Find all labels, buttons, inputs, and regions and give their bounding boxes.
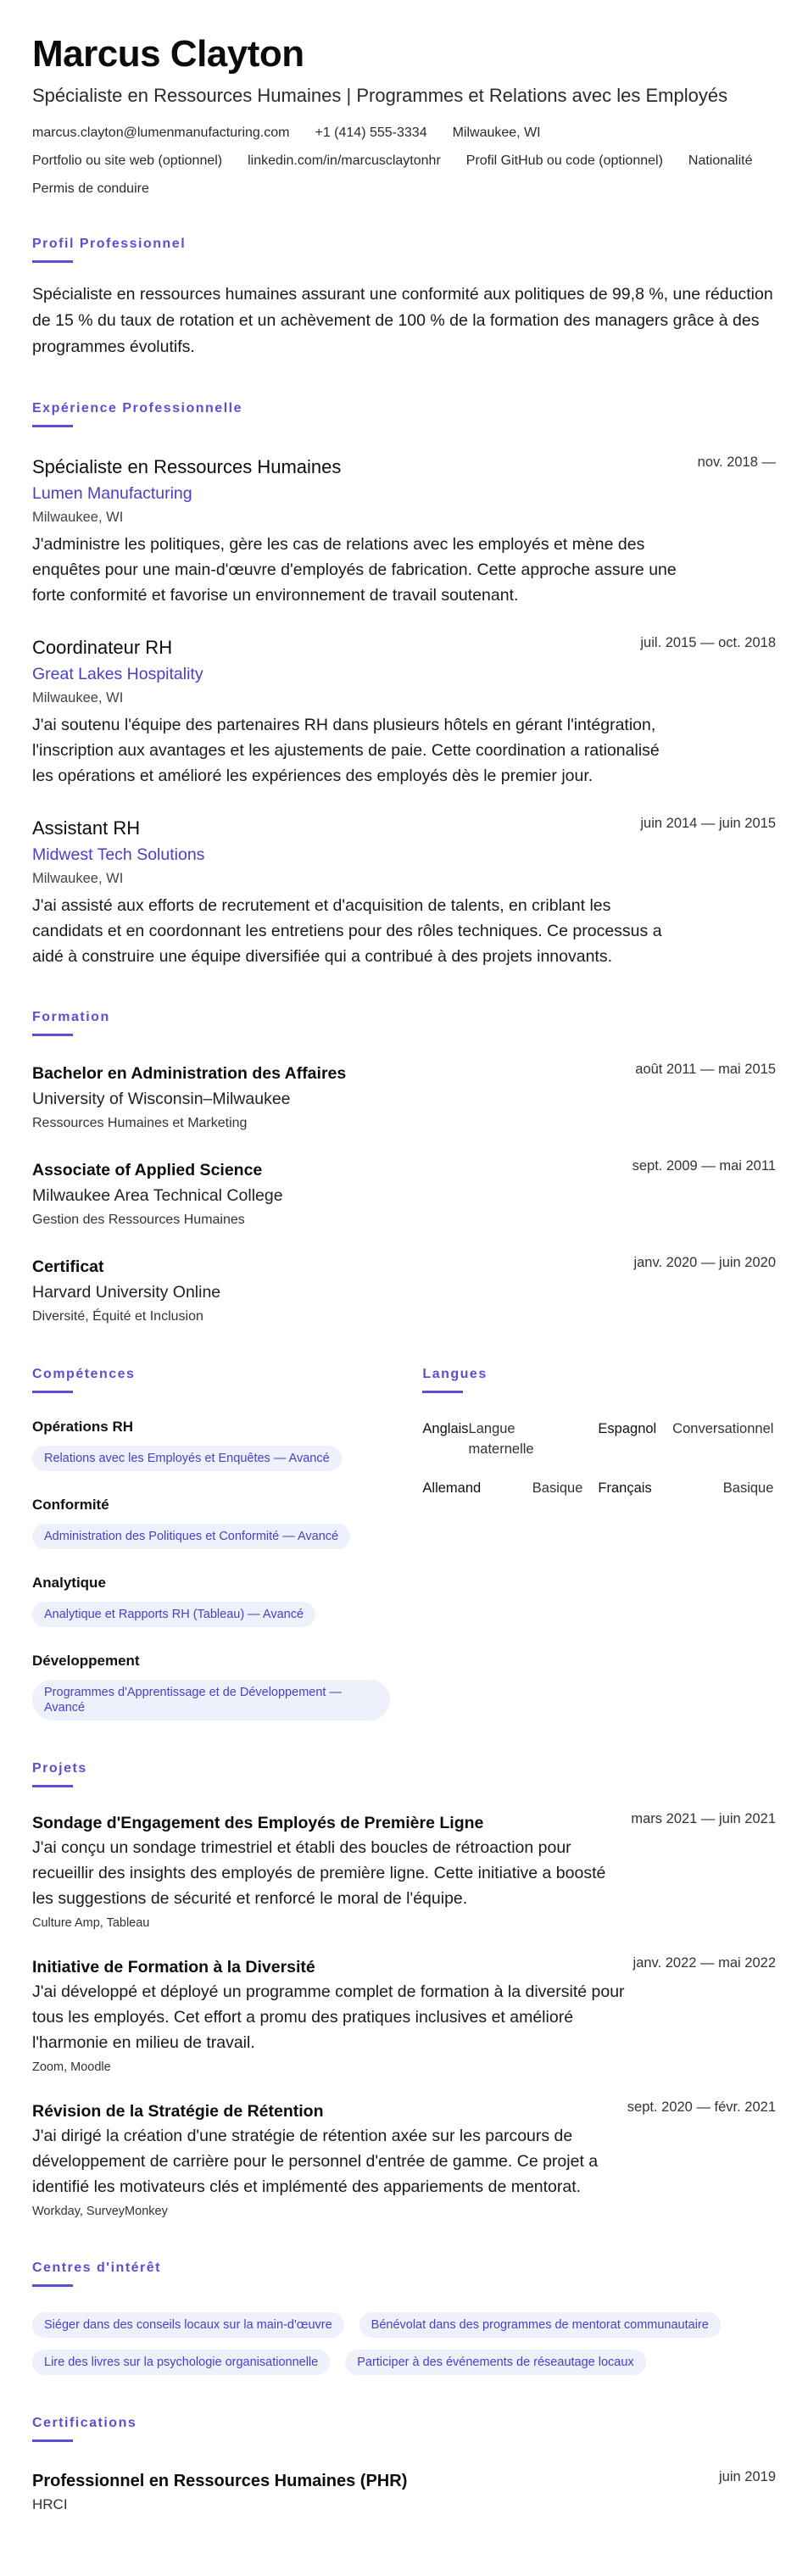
candidate-headline: Spécialiste en Ressources Humaines | Programmes et Relations avec les Employés (32, 85, 728, 106)
education-entry (32, 1158, 776, 1229)
interest-chip: Siéger dans des conseils locaux sur la main-d'œuvre (32, 2312, 344, 2338)
contact-email[interactable]: marcus.clayton@lumenmanufacturing.com (32, 125, 290, 140)
experience-company: Midwest Tech Solutions (32, 845, 205, 864)
experience-entry (32, 635, 776, 789)
section-title: Expérience Professionnelle (32, 401, 242, 415)
section-title: Projets (32, 1761, 87, 1776)
section-title: Profil Professionnel (32, 237, 187, 251)
project-tools: Workday, SurveyMonkey (32, 2205, 168, 2218)
experience-dates: nov. 2018 — (697, 454, 776, 470)
education-dates: août 2011 — mai 2015 (635, 1062, 776, 1077)
education-degree: Certificat (32, 1257, 104, 1276)
experience-location: Milwaukee, WI (32, 871, 124, 886)
contact-nationality: Nationalité (688, 153, 753, 168)
experience-dates: juil. 2015 — oct. 2018 (640, 635, 776, 650)
project-tools: Culture Amp, Tableau (32, 1916, 150, 1930)
project-description: J'ai dirigé la création d'une stratégie de rétention axée sur les parcours de développement de carrière pour le personnel d'entrée de gamme. Ce projet a identifié les motivateurs clés et implémenté des appariements de mentorat. (32, 2127, 599, 2196)
section-title: Compétences (32, 1367, 136, 1381)
section-divider (32, 2284, 73, 2287)
languages-section (422, 1367, 776, 1720)
skill-chip: Programmes d'Apprentissage et de Développement — Avancé (32, 1680, 390, 1720)
project-name: Révision de la Stratégie de Rétention (32, 2102, 324, 2121)
section-divider (32, 425, 73, 427)
project-entry (32, 1811, 776, 1932)
language-item (598, 1478, 773, 1498)
language-item (598, 1419, 773, 1459)
language-name: Anglais (422, 1421, 469, 1436)
skills-section (32, 1367, 422, 1720)
experience-dates: juin 2014 — juin 2015 (640, 816, 776, 831)
section-title: Certifications (32, 2416, 137, 2430)
education-school: Harvard University Online (32, 1283, 221, 1302)
experience-description: J'ai assisté aux efforts de recrutement et d'acquisition de talents, en criblant les candidats et en coordonnant les entretiens pour des rôles techniques. Ce processus a aidé à construire une équipe diversifiée qui a contribué à des projets innovants. (32, 896, 662, 966)
contact-location: Milwaukee, WI (452, 125, 541, 140)
skill-chip: Administration des Politiques et Conformité — Avancé (32, 1524, 350, 1549)
contact-portfolio[interactable]: Portfolio ou site web (optionnel) (32, 153, 223, 168)
education-section (32, 1010, 776, 1326)
project-description: J'ai conçu un sondage trimestriel et établi des boucles de rétroaction pour recueillir des insights des employés de première ligne. Cette initiative a boosté les suggestions de sécurité et renforcé le moral de l'équipe. (32, 1838, 606, 1908)
project-entry (32, 1955, 776, 2076)
language-level: Langue maternelle (468, 1421, 534, 1457)
section-divider (32, 260, 73, 263)
experience-role: Spécialiste en Ressources Humaines (32, 456, 342, 477)
section-divider (32, 1391, 73, 1393)
language-level: Basique (532, 1480, 583, 1496)
project-tools: Zoom, Moodle (32, 2060, 111, 2074)
project-dates: sept. 2020 — févr. 2021 (627, 2099, 776, 2115)
section-title: Centres d'intérêt (32, 2261, 161, 2275)
section-divider (32, 2439, 73, 2442)
section-divider (422, 1391, 463, 1393)
section-title: Langues (422, 1367, 488, 1381)
skills-languages-row (32, 1367, 776, 1720)
education-entry (32, 1062, 776, 1133)
contact-linkedin[interactable]: linkedin.com/in/marcusclaytonhr (248, 153, 441, 168)
education-field: Ressources Humaines et Marketing (32, 1116, 248, 1130)
section-title: Formation (32, 1010, 110, 1024)
experience-company: Lumen Manufacturing (32, 484, 192, 503)
education-school: Milwaukee Area Technical College (32, 1186, 283, 1205)
section-divider (32, 1785, 73, 1787)
interest-list (32, 2312, 778, 2387)
skill-category: Analytique (32, 1575, 106, 1591)
certification-entry (32, 2469, 776, 2513)
interest-chip: Lire des livres sur la psychologie organisationnelle (32, 2350, 330, 2375)
experience-location: Milwaukee, WI (32, 510, 124, 525)
language-name: Allemand (422, 1480, 482, 1496)
projects-section (32, 1761, 776, 2220)
language-item (422, 1419, 598, 1459)
skill-category: Conformité (32, 1497, 109, 1513)
project-dates: mars 2021 — juin 2021 (631, 1811, 776, 1826)
experience-role: Coordinateur RH (32, 637, 173, 658)
education-school: University of Wisconsin–Milwaukee (32, 1090, 291, 1108)
education-dates: sept. 2009 — mai 2011 (632, 1158, 776, 1174)
language-name: Français (598, 1480, 652, 1496)
experience-role: Assistant RH (32, 817, 141, 839)
contact-driving-license: Permis de conduire (32, 181, 149, 196)
education-degree: Associate of Applied Science (32, 1161, 263, 1179)
project-dates: janv. 2022 — mai 2022 (632, 1955, 776, 1971)
experience-entry (32, 816, 776, 969)
certifications-section (32, 2416, 776, 2513)
certification-date: juin 2019 (719, 2469, 776, 2484)
skill-group (32, 1651, 422, 1720)
section-divider (32, 1034, 73, 1036)
experience-location: Milwaukee, WI (32, 690, 124, 705)
education-degree: Bachelor en Administration des Affaires (32, 1064, 347, 1083)
interest-chip: Bénévolat dans des programmes de mentorat communautaire (359, 2312, 721, 2338)
experience-section (32, 401, 776, 969)
skill-category: Opérations RH (32, 1419, 134, 1435)
candidate-name: Marcus Clayton (32, 33, 304, 75)
experience-description: J'ai soutenu l'équipe des partenaires RH dans plusieurs hôtels en gérant l'intégration, l'inscription aux avantages et les ajustements de paie. Cette coordination a rationalisé les opérations et amélioré les expériences des employés dès le premier jour. (32, 716, 660, 785)
education-dates: janv. 2020 — juin 2020 (633, 1255, 776, 1270)
education-field: Gestion des Ressources Humaines (32, 1213, 245, 1227)
contact-list (32, 124, 778, 208)
language-item (422, 1478, 598, 1498)
interest-chip: Participer à des événements de réseautage locaux (345, 2350, 645, 2375)
contact-phone[interactable]: +1 (414) 555-3334 (315, 125, 427, 140)
skill-category: Développement (32, 1653, 140, 1669)
skill-group (32, 1495, 422, 1549)
contact-github[interactable]: Profil GitHub ou code (optionnel) (465, 153, 663, 168)
skill-group (32, 1417, 422, 1471)
experience-company: Great Lakes Hospitality (32, 665, 203, 683)
language-level: Conversationnel (672, 1421, 774, 1436)
profile-summary: Spécialiste en ressources humaines assurant une conformité aux politiques de 99,8 %, une réduction de 15 % du taux de rotation et un achèvement de 100 % de la formation des managers grâce à des programmes évolutifs. (32, 285, 773, 356)
project-description: J'ai développé et déployé un programme complet de formation à la diversité pour tous les employés. Cet effort a promu des pratiques inclusives et amélioré l'harmonie en milieu de travail. (32, 1982, 625, 2052)
experience-entry (32, 454, 776, 608)
project-entry (32, 2099, 776, 2220)
resume-header (32, 32, 776, 208)
profile-section (32, 237, 776, 360)
interests-section (32, 2261, 776, 2387)
project-name: Sondage d'Engagement des Employés de Première Ligne (32, 1814, 484, 1832)
certification-name: Professionnel en Ressources Humaines (PHR) (32, 2472, 408, 2490)
skill-group (32, 1573, 422, 1627)
project-name: Initiative de Formation à la Diversité (32, 1958, 315, 1977)
skill-chip: Analytique et Rapports RH (Tableau) — Avancé (32, 1602, 315, 1627)
language-name: Espagnol (598, 1421, 657, 1436)
skill-chip: Relations avec les Employés et Enquêtes — Avancé (32, 1446, 342, 1471)
certification-issuer: HRCI (32, 2496, 68, 2512)
language-list (422, 1419, 776, 1498)
education-field: Diversité, Équité et Inclusion (32, 1309, 203, 1324)
education-entry (32, 1255, 776, 1326)
language-level: Basique (722, 1480, 774, 1496)
experience-description: J'administre les politiques, gère les cas de relations avec les employés et mène des enquêtes pour une main-d'œuvre d'employés de fabrication. Cette approche assure une forte conformité et favorise un environnement de travail soutenant. (32, 535, 677, 605)
